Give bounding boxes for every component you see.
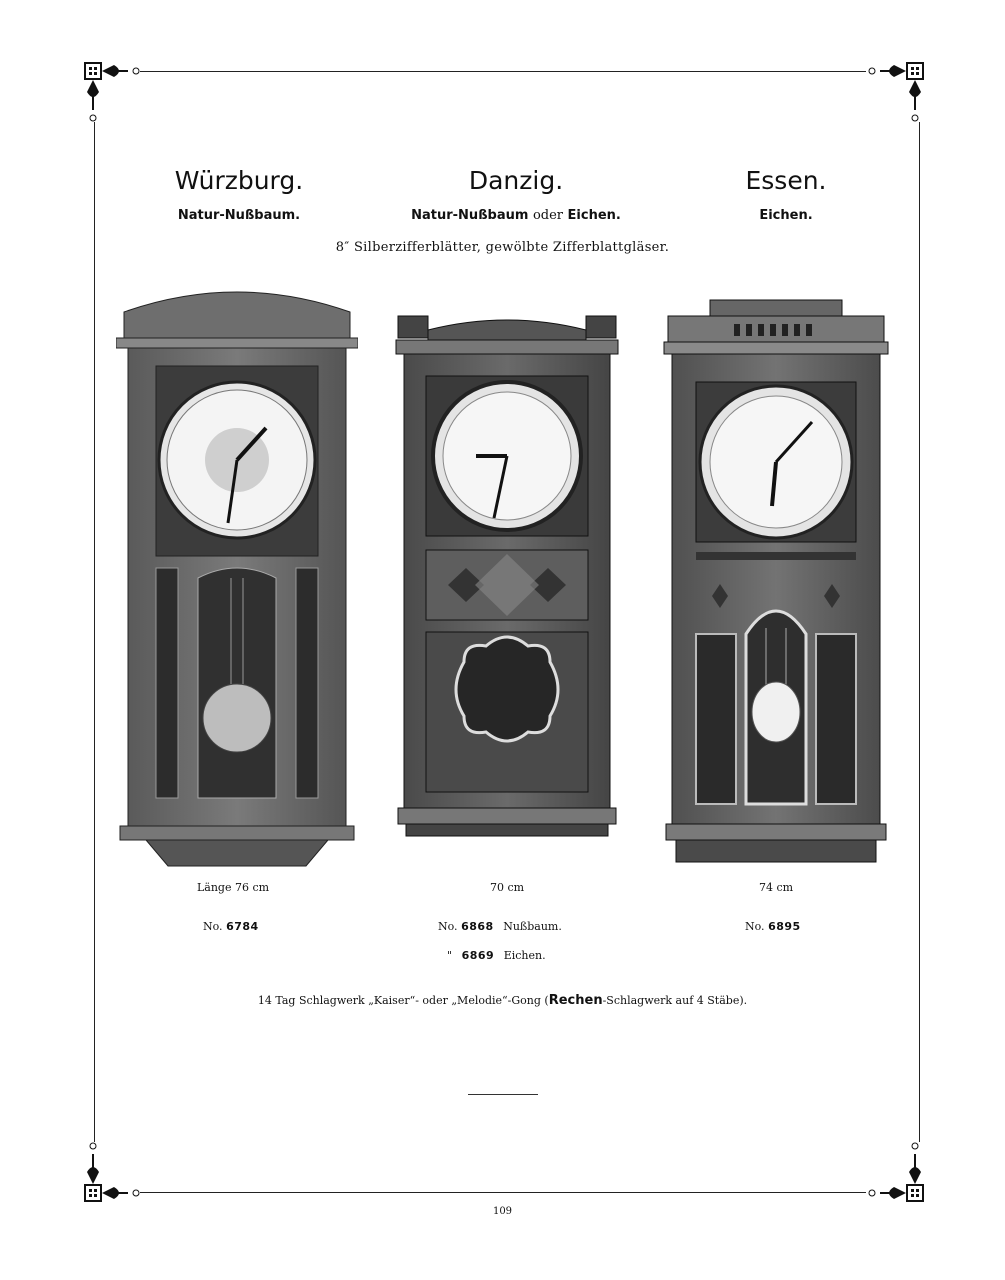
divider xyxy=(468,1094,538,1095)
number-prefix: No. xyxy=(745,920,765,933)
model-number: 6784 xyxy=(226,920,259,933)
clock-image-wuerzburg xyxy=(116,278,358,868)
number-danzig-2 xyxy=(447,949,546,962)
length-danzig: 70 cm xyxy=(489,881,525,894)
clock-title-danzig: Danzig. xyxy=(468,166,564,195)
length-essen: 74 cm xyxy=(758,881,794,894)
clock-image-danzig xyxy=(394,312,620,838)
wood-danzig-b: Eichen. xyxy=(567,208,621,223)
number-prefix: " xyxy=(447,949,453,962)
strike-bold: Rechen xyxy=(548,993,603,1008)
wood-danzig-a: Natur-Nußbaum xyxy=(411,208,529,223)
corner-ornament-bottom-right xyxy=(864,1140,924,1202)
model-number: 6868 xyxy=(461,920,494,933)
number-wuerzburg xyxy=(203,920,259,933)
corner-ornament-top-left xyxy=(84,62,144,124)
page-number: 109 xyxy=(492,1206,513,1217)
model-number: 6869 xyxy=(461,949,495,962)
model-wood: Eichen. xyxy=(503,949,546,962)
clock-image-essen xyxy=(662,298,890,864)
length-wuerzburg: Länge 76 cm xyxy=(196,881,270,894)
number-prefix: No. xyxy=(203,920,223,933)
wood-danzig xyxy=(366,208,666,223)
strike-part1: 14 Tag Schlagwerk „Kaiser“- oder „Melodie“-Gong ( xyxy=(257,994,549,1007)
corner-ornament-top-right xyxy=(864,62,924,124)
number-danzig xyxy=(438,920,562,933)
corner-ornament-bottom-left xyxy=(84,1140,144,1202)
model-number: 6895 xyxy=(768,920,801,933)
wood-danzig-or: oder xyxy=(532,208,564,223)
number-prefix: No. xyxy=(438,920,458,933)
strike-description xyxy=(0,993,1005,1008)
dial-note: 8″ Silberzifferblätter, gewölbte Zifferblattgläser. xyxy=(335,240,670,255)
number-essen xyxy=(745,920,801,933)
model-wood: Nußbaum. xyxy=(503,920,562,933)
clock-title-wuerzburg: Würzburg. xyxy=(174,166,304,195)
strike-part2: -Schlagwerk auf 4 Stäbe). xyxy=(602,994,748,1007)
clock-title-essen: Essen. xyxy=(745,166,827,195)
wood-essen: Eichen. xyxy=(759,208,813,223)
wood-wuerzburg: Natur-Nußbaum. xyxy=(177,208,301,223)
